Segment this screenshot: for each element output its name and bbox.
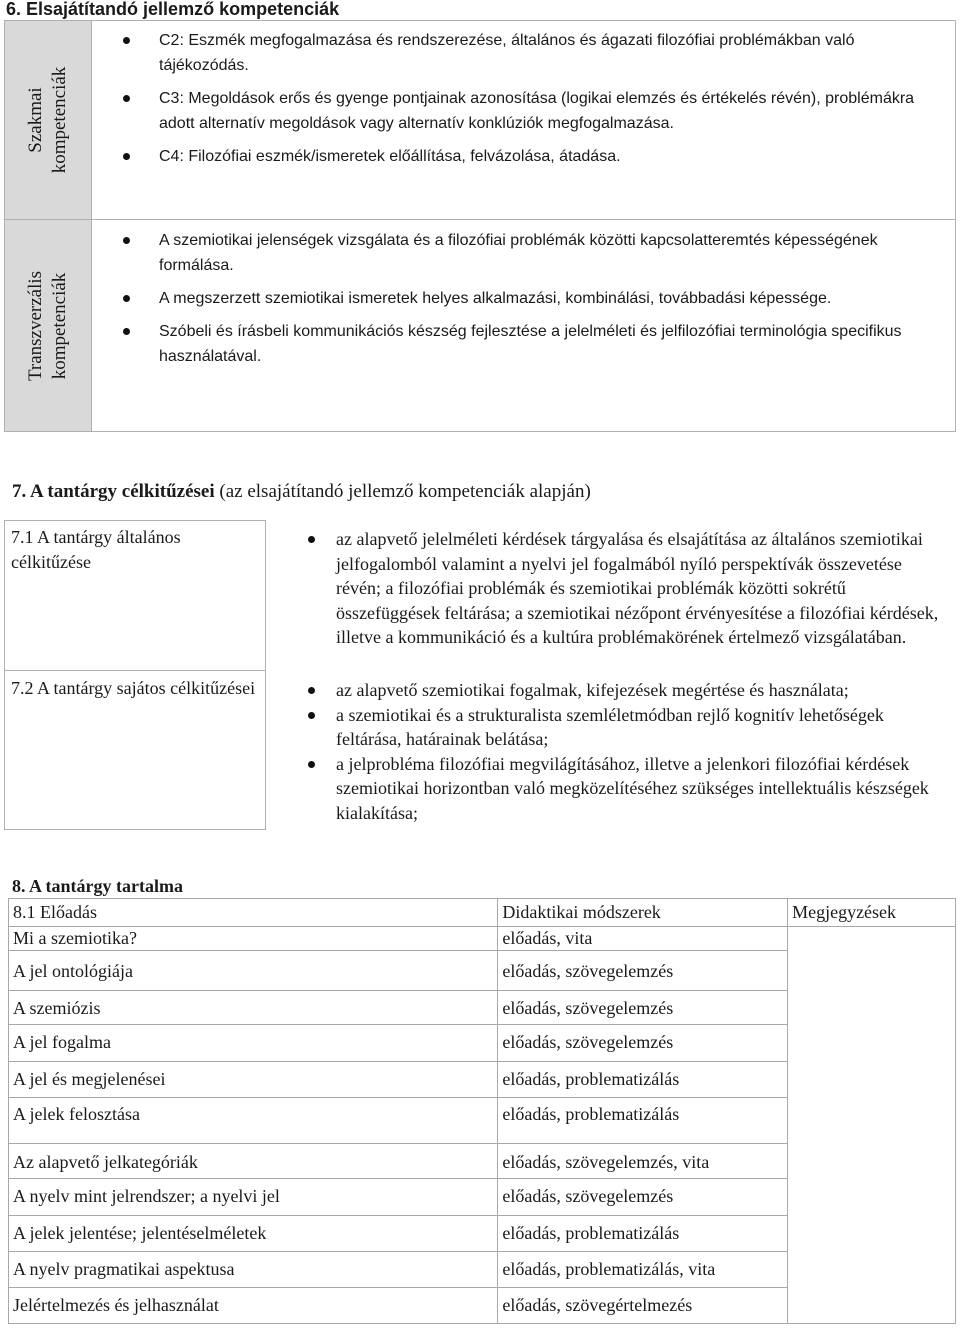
method-cell: előadás, problematizálás bbox=[498, 1062, 788, 1098]
list-item: a szemiotikai és a strukturalista szemléletmódban rejlő kognitív lehetőségek feltárása, határainak belátása; bbox=[302, 703, 950, 752]
topic-cell: A jelek jelentése; jelentéselméletek bbox=[9, 1216, 498, 1252]
section-7-title-bold: 7. A tantárgy célkitűzései bbox=[12, 481, 215, 502]
general-objectives-list bbox=[302, 527, 950, 650]
section-6-title: 6. Elsajátítandó jellemző kompetenciák bbox=[6, 0, 340, 19]
list-item: Szóbeli és írásbeli kommunikációs készség fejlesztése a jelelméleti és jelfilozófiai terminológia specifikus használatával. bbox=[123, 319, 935, 369]
list-item: C3: Megoldások erős és gyenge pontjainak azonosítása (logikai elemzés és értékelés révén), problémákra adott alternatív megoldások vagy alternatív konklúziók megfogalmazása. bbox=[123, 86, 935, 136]
professional-competencies-row bbox=[5, 21, 955, 220]
method-cell: előadás, szövegelemzés, vita bbox=[498, 1144, 788, 1179]
method-cell: előadás, problematizálás bbox=[498, 1216, 788, 1252]
general-objective-label: 7.1 A tantárgy általános célkitűzése bbox=[5, 521, 265, 671]
list-item: A szemiotikai jelenségek vizsgálata és a filozófiai problémák közötti kapcsolatteremtés képességének formálása. bbox=[123, 228, 935, 278]
topic-cell: A jelek felosztása bbox=[9, 1098, 498, 1144]
list-item: az alapvető jelelméleti kérdések tárgyalása és elsajátítása az általános szemiotikai jelfogalomból valamint a nyelvi jel fogalmából nyíló perspektívák összevetése révén; a filozófiai problémák és szemiotikai problémák közötti sokrétű összefüggések feltárása; a szemiotikai nézőpont érvényesítése a filozófiai kérdések, illetve a kommunikáció és a kultúra problémakörének értelmező vizsgálatában. bbox=[302, 527, 950, 650]
objectives-labels bbox=[4, 520, 266, 830]
specific-objectives-label: 7.2 A tantárgy sajátos célkitűzései bbox=[11, 678, 256, 698]
label-line: Transzverzális bbox=[25, 270, 46, 381]
table-header-row bbox=[9, 899, 956, 927]
list-item: A megszerzett szemiotikai ismeretek helyes alkalmazási, kombinálási, továbbadási képessége. bbox=[123, 286, 935, 311]
label-line: kompetenciák bbox=[49, 272, 70, 379]
method-cell: előadás, problematizálás, vita bbox=[498, 1252, 788, 1288]
section-8-title: 8. A tantárgy tartalma bbox=[12, 876, 183, 896]
label-line: Szakmai bbox=[25, 87, 46, 153]
method-cell: előadás, szövegértelmezés bbox=[498, 1288, 788, 1324]
method-cell: előadás, szövegelemzés bbox=[498, 1025, 788, 1062]
topic-cell: A jel és megjelenései bbox=[9, 1062, 498, 1098]
method-cell: előadás, szövegelemzés bbox=[498, 1179, 788, 1216]
topic-cell: A jel ontológiája bbox=[9, 951, 498, 991]
specific-objectives-list bbox=[302, 678, 950, 825]
transversal-competencies-header bbox=[5, 220, 92, 431]
transversal-competencies-label bbox=[24, 270, 72, 380]
list-item: C2: Eszmék megfogalmazása és rendszerezése, általános és ágazati filozófiai problémákban való tájékozódás. bbox=[123, 28, 935, 78]
header-methods: Didaktikai módszerek bbox=[498, 899, 788, 927]
list-item: C4: Filozófiai eszmék/ismeretek előállítása, felvázolása, átadása. bbox=[123, 144, 935, 169]
method-cell: előadás, szövegelemzés bbox=[498, 991, 788, 1025]
topic-cell: A szemiózis bbox=[9, 991, 498, 1025]
competencies-table bbox=[4, 20, 956, 432]
topic-cell: A nyelv pragmatikai aspektusa bbox=[9, 1252, 498, 1288]
list-item: a jelprobléma filozófiai megvilágításához, illetve a jelenkori filozófiai kérdések szemiotikai horizontban való megközelítéséhez szükséges intellektuális készségek kialakítása; bbox=[302, 752, 950, 826]
topic-cell: Az alapvető jelkategóriák bbox=[9, 1144, 498, 1179]
header-notes: Megjegyzések bbox=[788, 899, 956, 927]
header-lecture: 8.1 Előadás bbox=[9, 899, 498, 927]
objectives-table bbox=[4, 520, 956, 830]
method-cell: előadás, vita bbox=[498, 927, 788, 951]
topic-cell: Jelértelmezés és jelhasználat bbox=[9, 1288, 498, 1324]
professional-competencies-list bbox=[123, 28, 935, 177]
section-7-title bbox=[12, 481, 591, 503]
method-cell: előadás, szövegelemzés bbox=[498, 951, 788, 991]
topic-cell: A nyelv mint jelrendszer; a nyelvi jel bbox=[9, 1179, 498, 1216]
method-cell: előadás, problematizálás bbox=[498, 1098, 788, 1144]
professional-competencies-header bbox=[5, 21, 92, 219]
notes-cell bbox=[788, 927, 956, 1324]
topic-cell: A jel fogalma bbox=[9, 1025, 498, 1062]
transversal-competencies-row bbox=[5, 220, 955, 431]
professional-competencies-label bbox=[24, 67, 72, 174]
topic-cell: Mi a szemiotika? bbox=[9, 927, 498, 951]
table-row bbox=[9, 927, 956, 951]
transversal-competencies-list bbox=[123, 228, 935, 377]
label-line: kompetenciák bbox=[49, 66, 70, 174]
list-item: az alapvető szemiotikai fogalmak, kifejezések megértése és használata; bbox=[302, 678, 950, 703]
course-content-table bbox=[8, 898, 956, 1324]
section-7-title-rest: (az elsajátítandó jellemző kompetenciák alapján) bbox=[214, 481, 591, 502]
